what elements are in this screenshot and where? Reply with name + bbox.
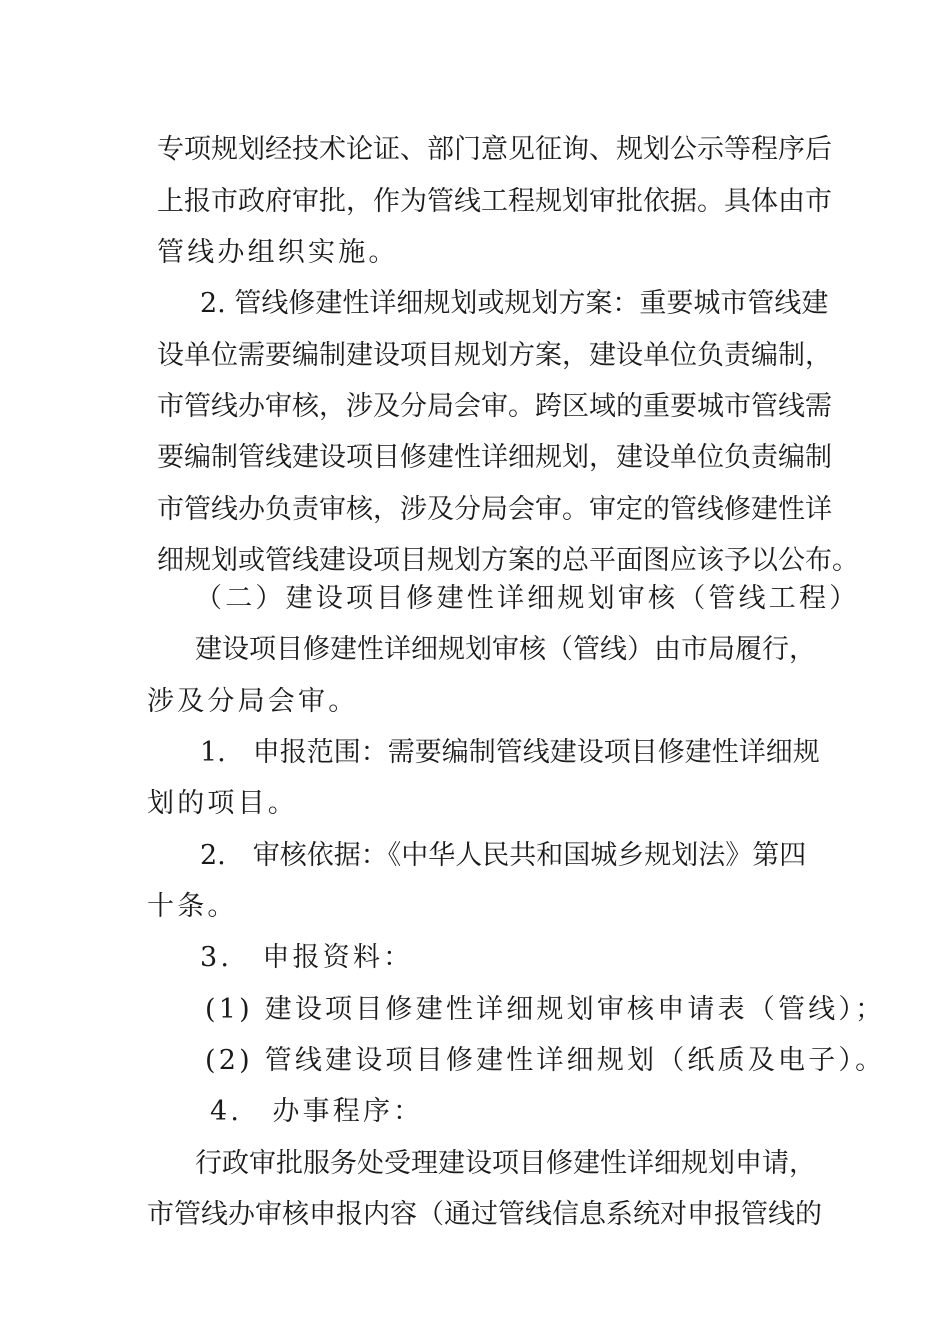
text-line: 4. 办事程序： — [210, 1096, 424, 1127]
text-line: 划的项目。 — [147, 788, 298, 819]
text-line: 市管线办负责审核，涉及分局会审。审定的管线修建性详 — [157, 494, 832, 525]
text-line: 细规划或管线建设项目规划方案的总平面图应该予以公布。 — [157, 545, 859, 576]
text-line: 行政审批服务处受理建设项目修建性详细规划申请， — [195, 1148, 816, 1179]
text-line: 3. 申报资料： — [200, 942, 414, 973]
text-line: 1. 申报范围：需要编制管线建设项目修建性详细规 — [200, 737, 820, 768]
text-line: 专项规划经技术论证、部门意见征询、规划公示等程序后 — [157, 134, 832, 165]
section-heading: （二）建设项目修建性详细规划审核（管线工程） — [195, 583, 860, 614]
text-line: 设单位需要编制建设项目规划方案，建设单位负责编制， — [157, 340, 832, 371]
text-line: 2. 审核依据：《中华人民共和国城乡规划法》第四 — [200, 840, 807, 871]
text-line: 十条。 — [147, 891, 238, 922]
text-line: 建设项目修建性详细规划审核（管线）由市局履行， — [195, 634, 816, 665]
text-line: 市管线办审核，涉及分局会审。跨区域的重要城市管线需 — [157, 391, 832, 422]
text-line: 涉及分局会审。 — [147, 686, 359, 717]
text-line: 管线办组织实施。 — [157, 237, 399, 268]
text-line: 2. 管线修建性详细规划或规划方案：重要城市管线建 — [200, 288, 829, 319]
list-item: (1) 建设项目修建性详细规划审核申请表（管线）； — [205, 994, 886, 1025]
text-line: 上报市政府审批，作为管线工程规划审批依据。具体由市 — [157, 186, 832, 217]
text-line: 市管线办审核申报内容（通过管线信息系统对申报管线的 — [147, 1199, 822, 1230]
text-line: 要编制管线建设项目修建性详细规划，建设单位负责编制 — [157, 442, 832, 473]
list-item: (2) 管线建设项目修建性详细规划（纸质及电子）。 — [205, 1045, 886, 1076]
